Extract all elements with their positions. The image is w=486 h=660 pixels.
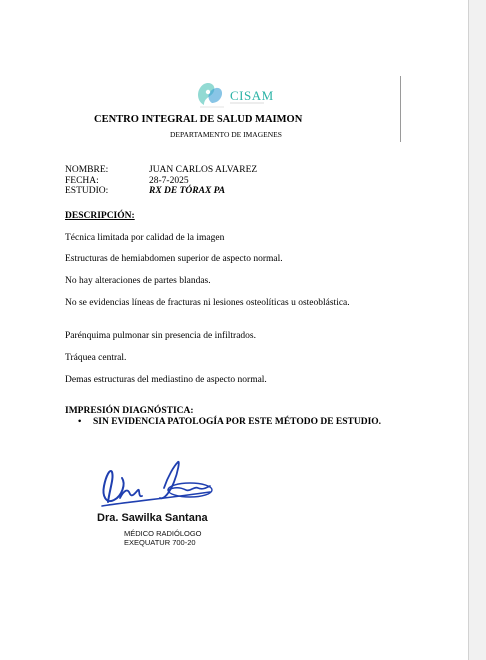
clinic-title: CENTRO INTEGRAL DE SALUD MAIMON <box>94 114 303 125</box>
impression-item-text: SIN EVIDENCIA PATOLOGÍA POR ESTE MÉTODO DE ESTUDIO. <box>93 417 382 427</box>
description-paragraph: Tráquea central. <box>65 353 127 363</box>
impression-list <box>78 417 381 427</box>
department-name: DEPARTAMENTO DE IMAGENES <box>170 130 282 139</box>
header-divider <box>400 76 401 142</box>
signature-license: EXEQUATUR 700-20 <box>124 538 196 547</box>
handwritten-signature <box>98 458 216 514</box>
description-paragraph: Estructuras de hemiabdomen superior de aspecto normal. <box>65 254 283 264</box>
impression-title: IMPRESIÓN DIAGNÓSTICA: <box>65 406 194 416</box>
study-row <box>65 186 225 196</box>
list-item: • SIN EVIDENCIA PATOLOGÍA POR ESTE MÉTODO DE ESTUDIO. <box>78 417 382 427</box>
vertical-scrollbar[interactable] <box>469 0 486 660</box>
clinic-logo-text: CISAM <box>230 88 274 103</box>
description-paragraph: Demas estructuras del mediastino de aspecto normal. <box>65 375 267 385</box>
description-paragraph: Técnica limitada por calidad de la imagen <box>65 233 225 243</box>
date-label: FECHA: <box>65 176 99 186</box>
signature-role: MÉDICO RADIÓLOGO <box>124 529 202 538</box>
description-paragraph: Parénquima pulmonar sin presencia de infiltrados. <box>65 331 257 341</box>
patient-name-row <box>65 165 257 175</box>
description-title: DESCRIPCIÓN: <box>65 211 135 221</box>
description-paragraph: No se evidencias líneas de fracturas ni lesiones osteolíticas u osteoblástica. <box>65 298 350 308</box>
study-value: RX DE TÓRAX PA <box>149 186 226 196</box>
description-paragraph: No hay alteraciones de partes blandas. <box>65 276 211 286</box>
study-label: ESTUDIO: <box>65 186 109 196</box>
patient-name-value: JUAN CARLOS ALVAREZ <box>149 165 258 175</box>
patient-name-label: NOMBRE: <box>65 165 109 175</box>
date-row <box>65 176 189 186</box>
date-value: 28-7-2025 <box>149 176 189 186</box>
signature-name: Dra. Sawilka Santana <box>97 512 208 524</box>
